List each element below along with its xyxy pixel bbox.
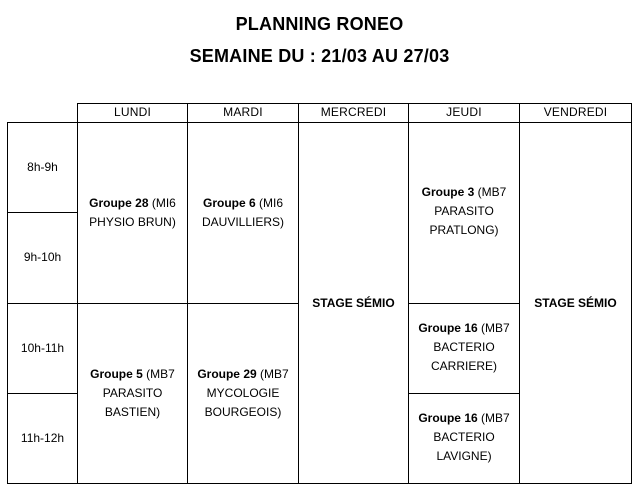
grid-line: [408, 393, 520, 394]
session-detail-line: BACTERIO: [433, 340, 495, 354]
session-mardi-morning-2: [188, 365, 298, 422]
grid-line: [7, 303, 78, 304]
session-teacher-line: BASTIEN): [104, 405, 161, 419]
session-teacher-line: BOURGEOIS): [204, 405, 282, 419]
group-course-code: (MB7: [474, 185, 507, 199]
session-detail-line: PARASITO: [102, 386, 163, 400]
session-title-line: [409, 319, 519, 338]
grid-line: [408, 303, 520, 304]
session-title-line: [409, 183, 519, 202]
day-header-vendredi: VENDREDI: [543, 105, 608, 119]
session-jeudi-morning-1: [409, 183, 519, 240]
session-mercredi-stage: STAGE SÉMIO: [312, 296, 395, 310]
day-header-mercredi: MERCREDI: [320, 105, 387, 119]
page-title: PLANNING RONEO: [235, 14, 404, 34]
day-header-mardi: MARDI: [223, 105, 263, 119]
day-header-jeudi: JEUDI: [446, 105, 482, 119]
session-title-line: [188, 194, 298, 213]
grid-line: [7, 212, 78, 213]
group-name: Groupe 16: [418, 411, 478, 425]
group-course-code: (MI6: [148, 196, 176, 210]
group-name: Groupe 29: [197, 367, 257, 381]
session-lundi-morning-1: [78, 194, 187, 232]
grid-line: [519, 103, 520, 483]
group-name: Groupe 28: [89, 196, 149, 210]
group-name: Groupe 6: [202, 196, 256, 210]
time-slot-label: 11h-12h: [20, 431, 65, 445]
grid-line: [77, 303, 299, 304]
grid-line: [7, 122, 632, 123]
session-title-line: [188, 365, 298, 384]
session-detail-line: MYCOLOGIE: [206, 386, 280, 400]
session-teacher-line: PRATLONG): [429, 223, 499, 237]
session-lundi-morning-2: [78, 365, 187, 422]
session-detail-line: PARASITO: [434, 204, 494, 218]
group-course-code: (MB7: [142, 367, 175, 381]
grid-line: [7, 393, 78, 394]
group-name: Groupe 5: [90, 367, 143, 381]
grid-line: [7, 483, 632, 484]
group-course-code: (MB7: [477, 411, 510, 425]
grid-line: [631, 103, 632, 483]
grid-line: [187, 103, 188, 483]
session-teacher-line: LAVIGNE): [436, 449, 492, 463]
session-detail-line: DAUVILLIERS): [201, 215, 285, 229]
time-slot-label: 9h-10h: [23, 250, 62, 264]
grid-line: [298, 103, 299, 483]
time-slot-label: 10h-11h: [20, 341, 65, 355]
group-name: Groupe 16: [418, 321, 478, 335]
session-jeudi-morning-3: [409, 409, 519, 466]
day-header-lundi: LUNDI: [113, 105, 151, 119]
session-detail-line: BACTERIO: [433, 430, 495, 444]
group-course-code: (MB7: [256, 367, 289, 381]
session-title-line: [78, 194, 187, 213]
group-name: Groupe 3: [421, 185, 475, 199]
session-jeudi-morning-2: [409, 319, 519, 376]
group-course-code: (MB7: [477, 321, 510, 335]
page-subtitle: SEMAINE DU : 21/03 AU 27/03: [189, 46, 450, 66]
session-mardi-morning-1: [188, 194, 298, 232]
session-vendredi-stage: STAGE SÉMIO: [534, 296, 617, 310]
time-slot-label: 8h-9h: [27, 160, 58, 174]
session-teacher-line: CARRIERE): [430, 359, 497, 373]
session-title-line: [409, 409, 519, 428]
group-course-code: (MI6: [255, 196, 284, 210]
session-title-line: [78, 365, 187, 384]
session-detail-line: PHYSIO BRUN): [89, 215, 176, 229]
